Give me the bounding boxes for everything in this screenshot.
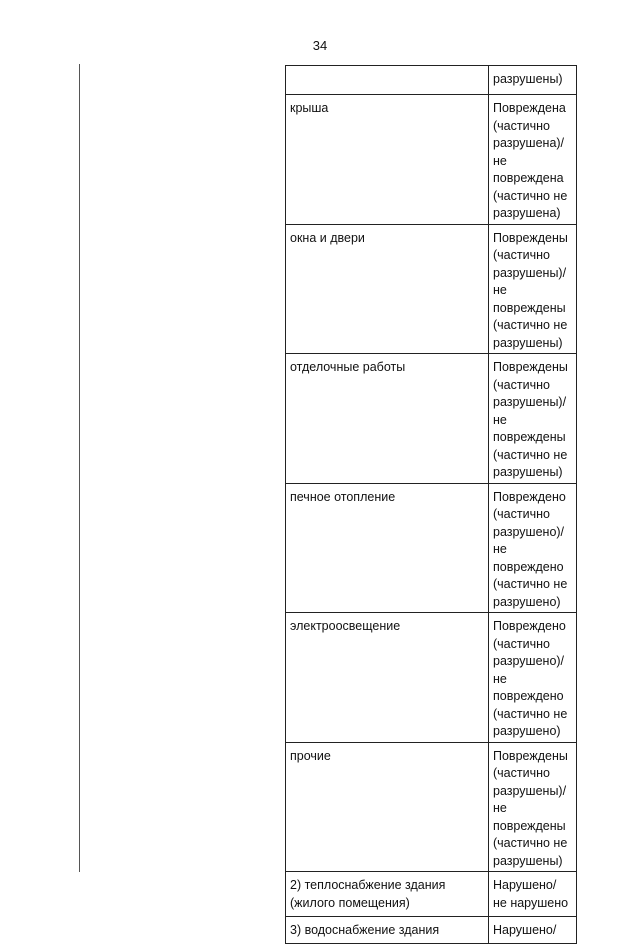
row-status-other: Повреждены (частично разрушены)/ не повреждены (частично не разрушены) <box>489 742 577 872</box>
row-status-stove-heating: Повреждено (частично разрушено)/ не повреждено (частично не разрушено) <box>489 483 577 613</box>
row-status: разрушены) <box>489 66 577 95</box>
table-row <box>286 742 577 872</box>
row-status-electric-lighting: Повреждено (частично разрушено)/ не повреждено (частично не разрушено) <box>489 613 577 743</box>
row-label <box>286 66 489 95</box>
table-row <box>286 354 577 484</box>
row-label-finishing-works: отделочные работы <box>286 354 489 484</box>
row-status-water-supply: Нарушено/ <box>489 917 577 944</box>
page-number: 34 <box>312 38 328 53</box>
row-label-stove-heating: печное отопление <box>286 483 489 613</box>
row-label-water-supply: 3) водоснабжение здания <box>286 917 489 944</box>
row-status-roof: Повреждена (частично разрушена)/ не повреждена (частично не разрушена) <box>489 95 577 225</box>
table-row <box>286 224 577 354</box>
row-label-roof: крыша <box>286 95 489 225</box>
table-row <box>286 95 577 225</box>
table-row <box>286 917 577 944</box>
damage-assessment-table <box>285 65 577 944</box>
table-row <box>286 613 577 743</box>
row-label-heat-supply: 2) теплоснабжение здания (жилого помещения) <box>286 872 489 917</box>
table-row <box>286 872 577 917</box>
row-label-other: прочие <box>286 742 489 872</box>
row-status-heat-supply: Нарушено/ не нарушено <box>489 872 577 917</box>
row-label-electric-lighting: электроосвещение <box>286 613 489 743</box>
left-margin-rule <box>79 64 80 872</box>
row-status-finishing-works: Повреждены (частично разрушены)/ не повреждены (частично не разрушены) <box>489 354 577 484</box>
row-status-windows-doors: Повреждены (частично разрушены)/ не повреждены (частично не разрушены) <box>489 224 577 354</box>
table-row <box>286 483 577 613</box>
table-row <box>286 66 577 95</box>
row-label-windows-doors: окна и двери <box>286 224 489 354</box>
